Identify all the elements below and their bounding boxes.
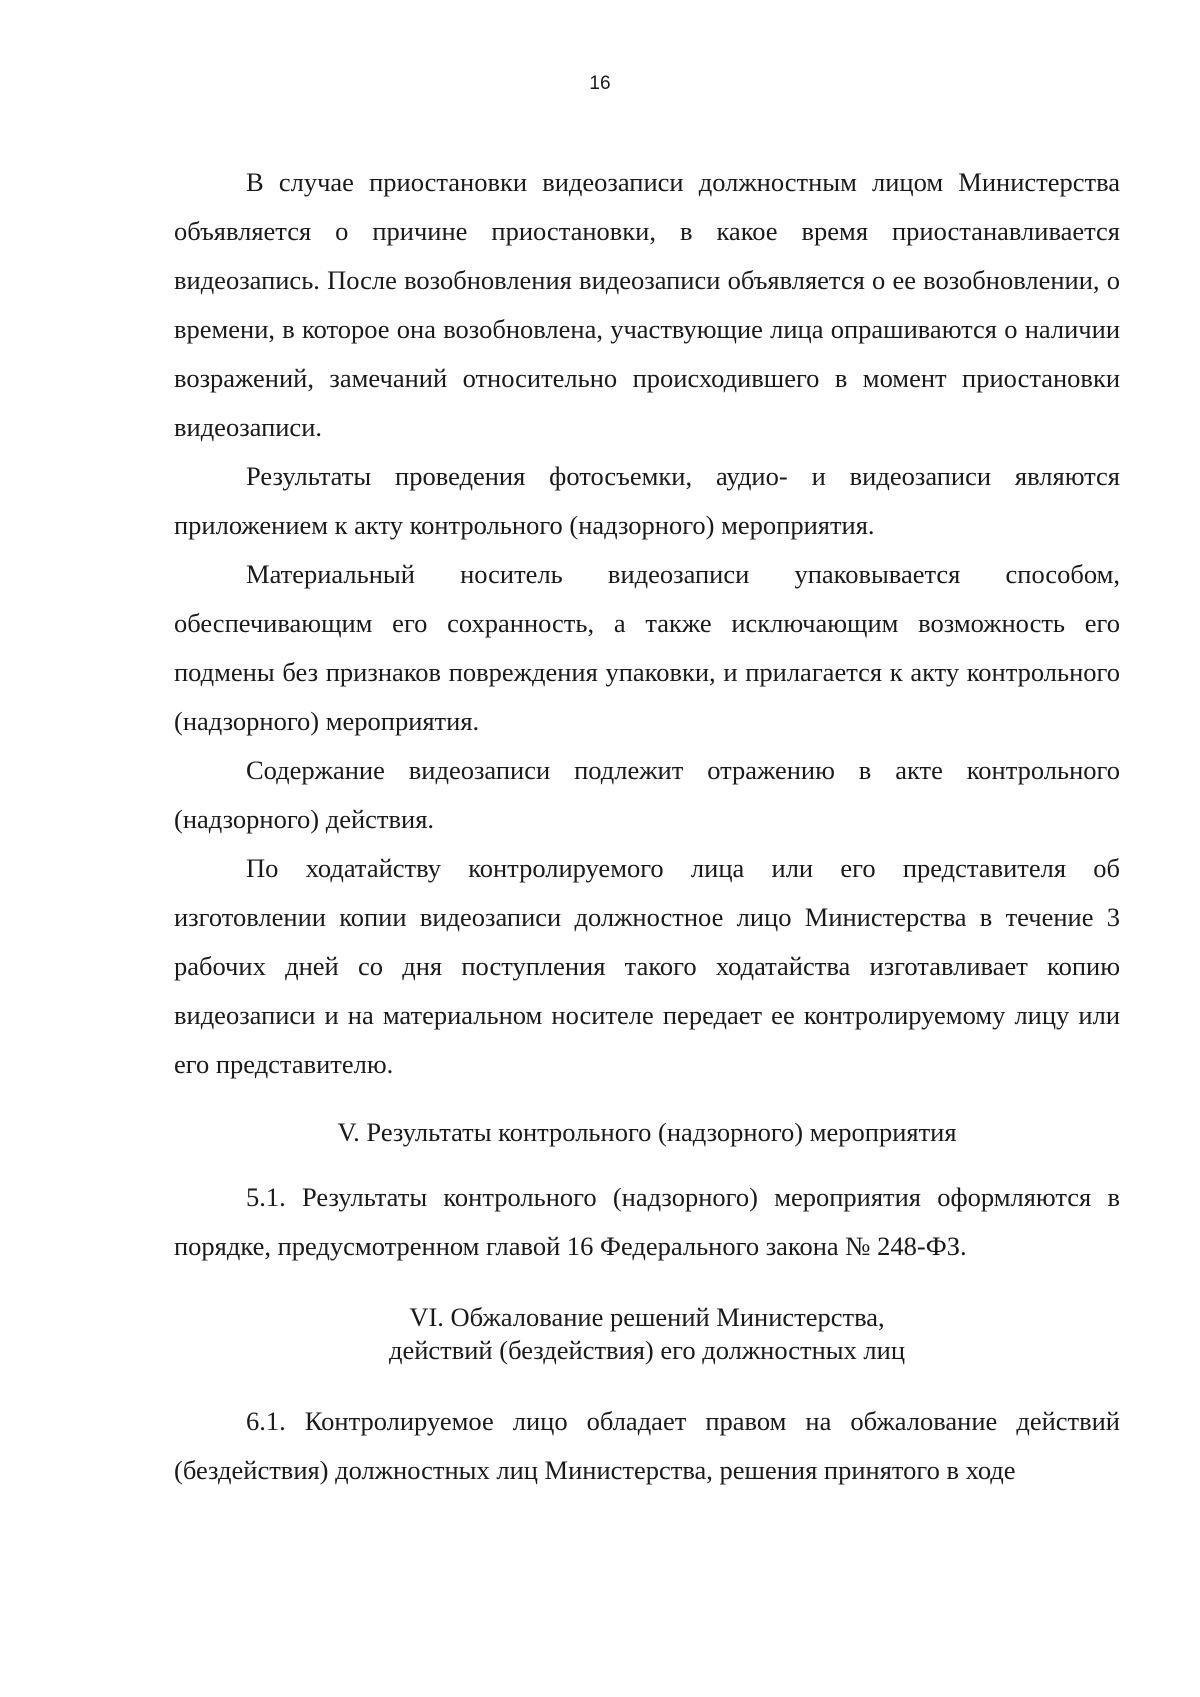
paragraph-video-suspension: В случае приостановки видеозаписи должностным лицом Министерства объявляется о причине приостановки, в какое время приостанавливается видеозапись. После возобновления видеозаписи объявляется о ее возобновлении, о времени, в которое она возобновлена, участвующие лица опрашиваются о наличии возражений, замечаний относительно происходившего в момент приостановки видеозаписи. <box>174 167 1120 442</box>
section-6-heading-line-1: VI. Обжалование решений Министерства, <box>409 1302 885 1332</box>
paragraph-recording-results: Результаты проведения фотосъемки, аудио- и видеозаписи являются приложением к акту контрольного (надзорного) мероприятия. <box>174 461 1120 540</box>
paragraph-video-copy-request: По ходатайству контролируемого лица или его представителя об изготовлении копии видеозаписи должностное лицо Министерства в течение 3 рабочих дней со дня поступления такого ходатайства изготавливает копию видеозаписи и на материальном носителе передает ее контролируемому лицу или его представителю. <box>174 853 1120 1079</box>
paragraph-media-packaging: Материальный носитель видеозаписи упаковывается способом, обеспечивающим его сохранность, а также исключающим возможность его подмены без признаков повреждения упаковки, и прилагается к акту контрольного (надзорного) мероприятия. <box>174 559 1120 736</box>
section-5-heading: V. Результаты контрольного (надзорного) мероприятия <box>337 1117 957 1147</box>
paragraph-video-content: Содержание видеозаписи подлежит отражению в акте контрольного (надзорного) действия. <box>174 755 1120 834</box>
page-content <box>174 158 1120 1495</box>
page-number: 16 <box>589 73 611 94</box>
section-6-heading <box>174 1301 1120 1367</box>
section-6-paragraph-1: 6.1. Контролируемое лицо обладает правом на обжалование действий (бездействия) должностных лиц Министерства, решения принятого в ходе <box>174 1406 1120 1485</box>
section-6-heading-line-2: действий (бездействия) его должностных лиц <box>388 1335 906 1365</box>
section-5-paragraph-1: 5.1. Результаты контрольного (надзорного) мероприятия оформляются в порядке, предусмотренном главой 16 Федерального закона № 248-ФЗ. <box>174 1182 1120 1261</box>
